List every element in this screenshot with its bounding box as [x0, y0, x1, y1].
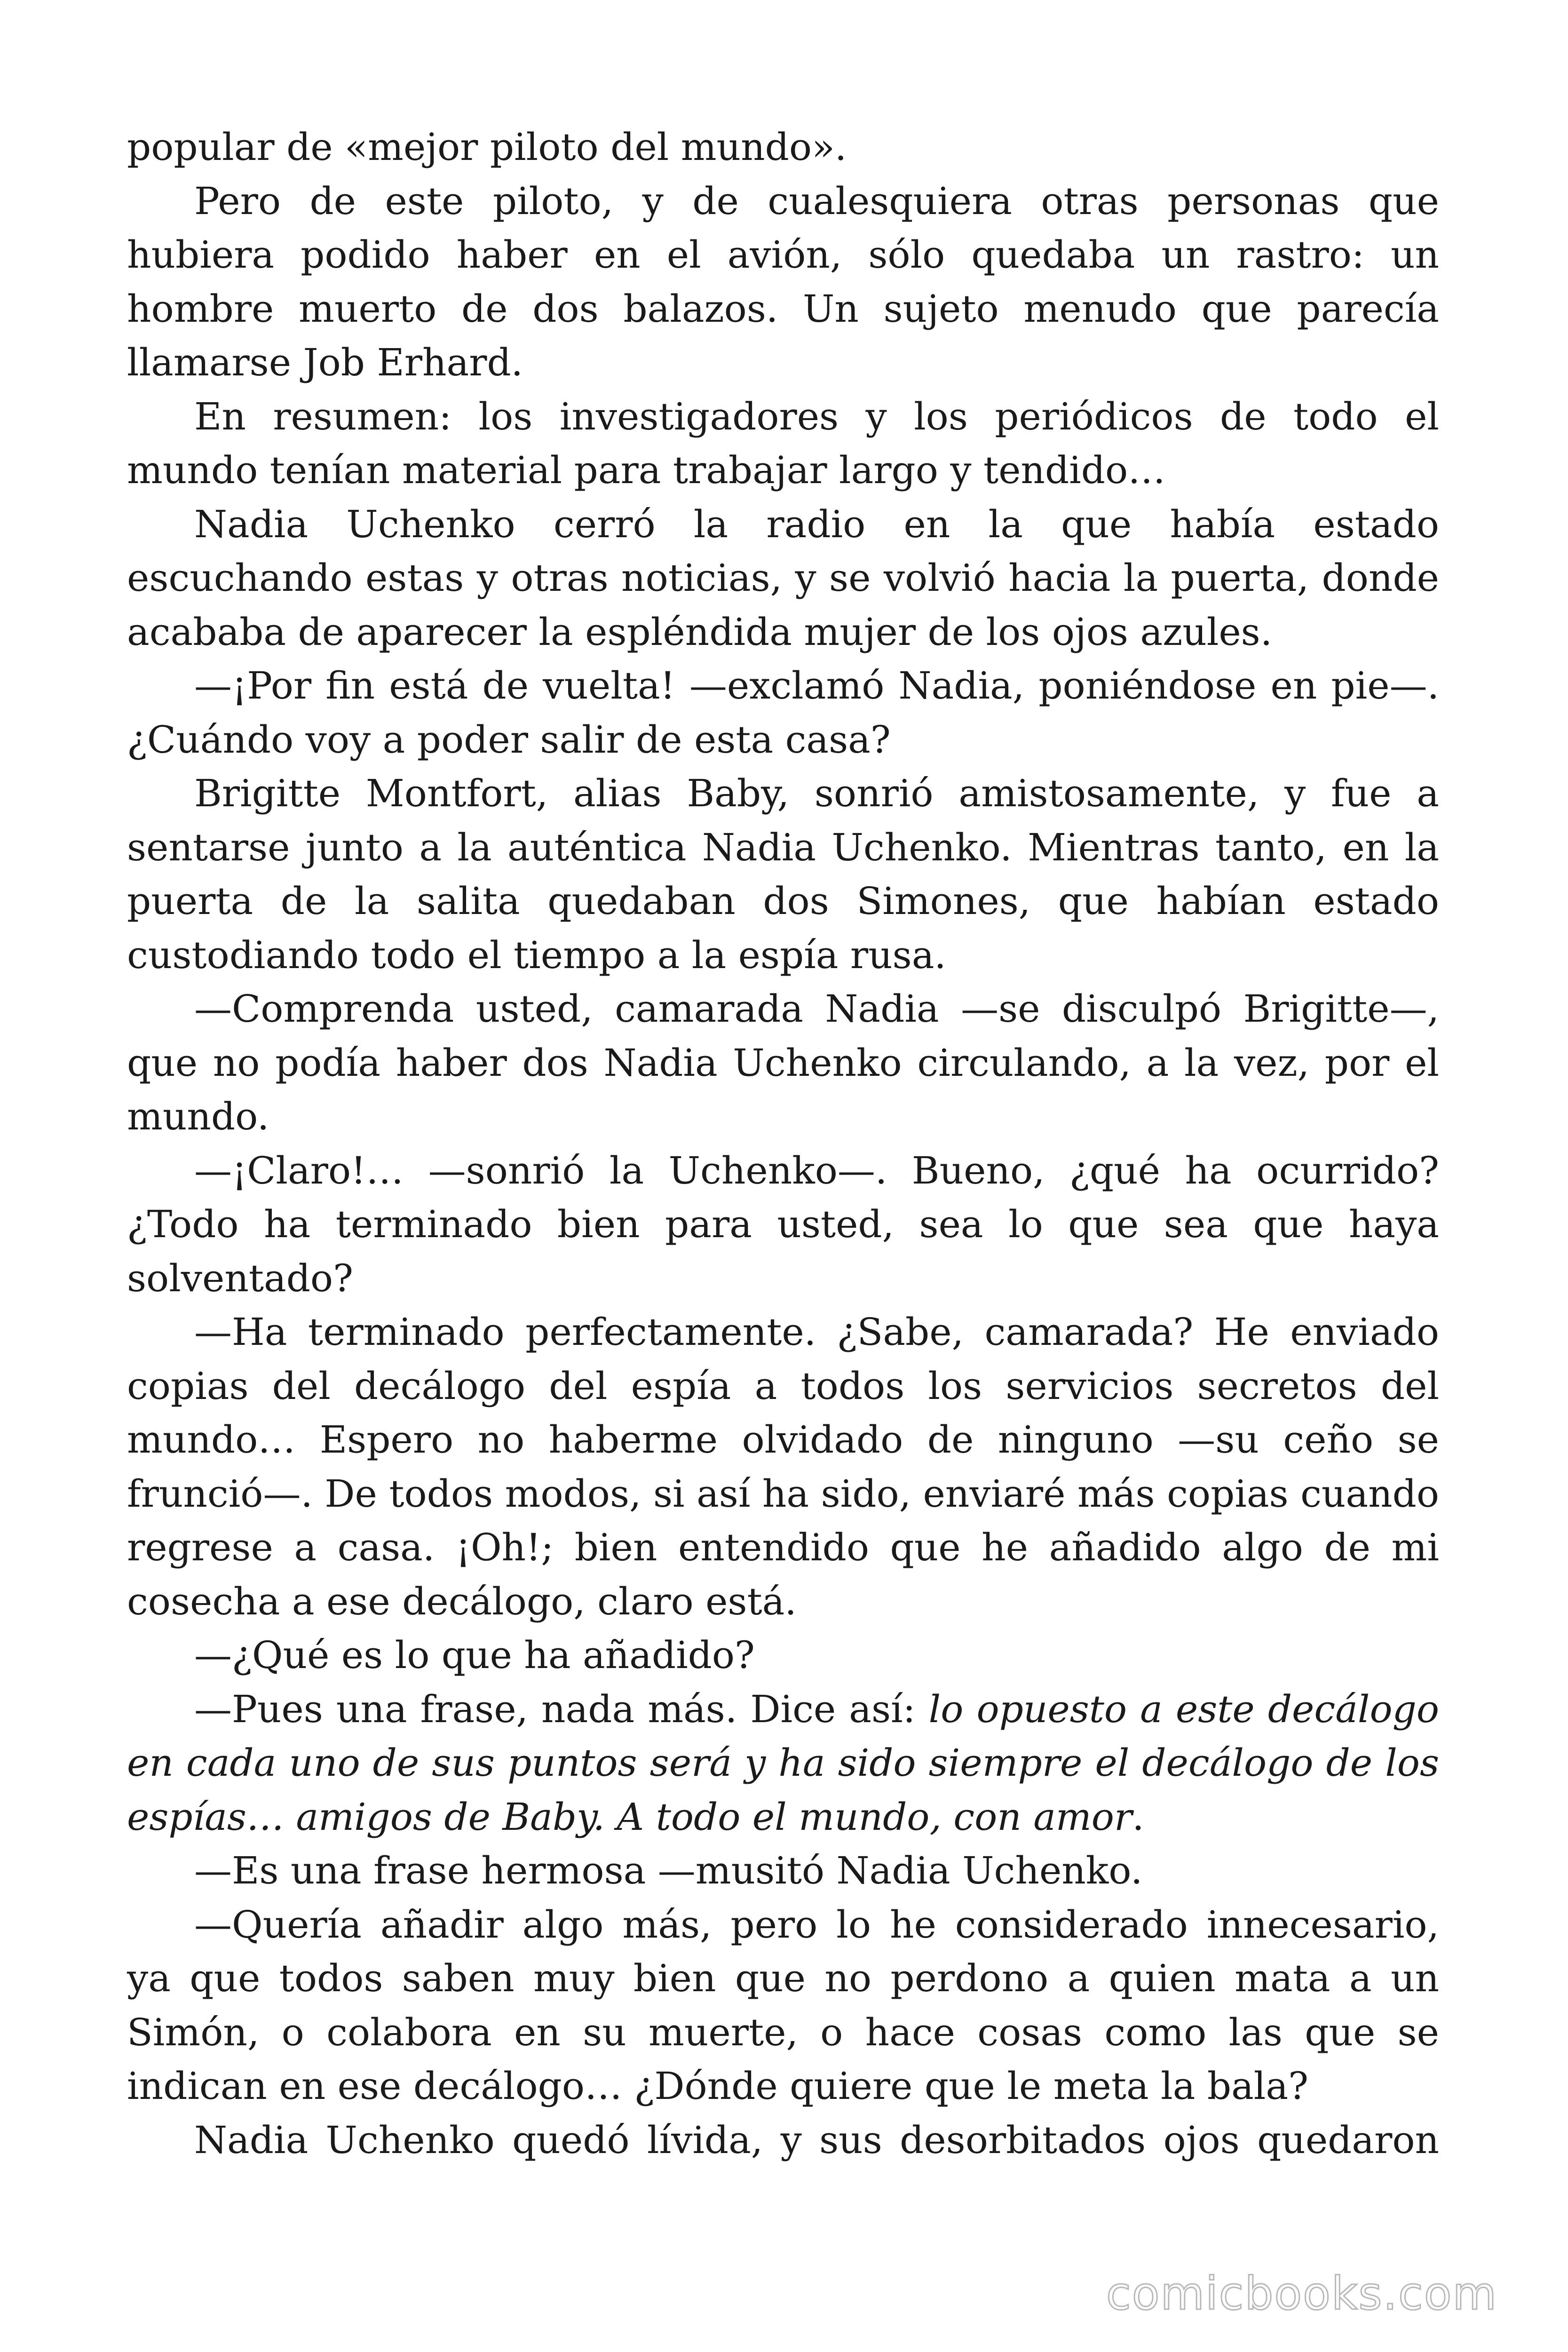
paragraph-7: —¡Claro!… —sonrió la Uchenko—. Bueno, ¿qué ha ocurrido? ¿Todo ha terminado bien para usted, sea lo que sea que haya solventado?	[127, 1148, 1439, 1300]
paragraph-13: Nadia Uchenko quedó lívida, y sus desorbitados ojos quedaron	[194, 2118, 1439, 2162]
paragraph-10-italic-quote: lo opuesto a este decálogo en cada uno de sus puntos será y ha sido siempre el decálogo de los espías… amigos de Baby. A todo el mundo, con amor	[127, 1687, 1440, 1839]
paragraph-10-lead: —Pues una frase, nada más. Dice así:	[194, 1687, 929, 1731]
paragraph-10-tail: .	[1132, 1795, 1144, 1839]
paragraph-8: —Ha terminado perfectamente. ¿Sabe, camarada? He enviado copias del decálogo del espía a todos los servicios secretos del mundo… Espero no haberme olvidado de ninguno —su ceño se frunció—. De todos modos, si así ha sido, enviaré más copias cuando regrese a casa. ¡Oh!; bien entendido que he añadido algo de mi cosecha a ese decálogo, claro está.	[127, 1310, 1439, 1623]
paragraph-0: popular de «mejor piloto del mundo».	[127, 125, 847, 169]
body-text	[127, 120, 1439, 2167]
paragraph-4: —¡Por fin está de vuelta! —exclamó Nadia, poniéndose en pie—. ¿Cuándo voy a poder salir de esta casa?	[127, 664, 1439, 762]
paragraph-5: Brigitte Montfort, alias Baby, sonrió amistosamente, y fue a sentarse junto a la auténtica Nadia Uchenko. Mientras tanto, en la puerta de la salita quedaban dos Simones, que habían estado custodiando todo el tiempo a la espía rusa.	[127, 771, 1439, 977]
paragraph-11: —Es una frase hermosa —musitó Nadia Uchenko.	[194, 1849, 1143, 1892]
paragraph-12: —Quería añadir algo más, pero lo he considerado innecesario, ya que todos saben muy bien que no perdono a quien mata a un Simón, o colabora en su muerte, o hace cosas como las que se indican en ese decálogo… ¿Dónde quiere que le meta la bala?	[127, 1902, 1439, 2108]
paragraph-10	[127, 1683, 1439, 1844]
paragraph-3: Nadia Uchenko cerró la radio en la que había estado escuchando estas y otras noticias, y se volvió hacia la puerta, donde acababa de aparecer la espléndida mujer de los ojos azules.	[127, 502, 1439, 654]
paragraph-1: Pero de este piloto, y de cualesquiera otras personas que hubiera podido haber en el avión, sólo quedaba un rastro: un hombre muerto de dos balazos. Un sujeto menudo que parecía llamarse Job Erhard.	[127, 179, 1439, 384]
paragraph-2: En resumen: los investigadores y los periódicos de todo el mundo tenían material para trabajar largo y tendido…	[127, 394, 1439, 492]
watermark-logo: comicbooks.com	[1106, 2267, 1497, 2320]
paragraph-6: —Comprenda usted, camarada Nadia —se disculpó Brigitte—, que no podía haber dos Nadia Uchenko circulando, a la vez, por el mundo.	[127, 987, 1439, 1138]
paragraph-9: —¿Qué es lo que ha añadido?	[194, 1633, 755, 1677]
